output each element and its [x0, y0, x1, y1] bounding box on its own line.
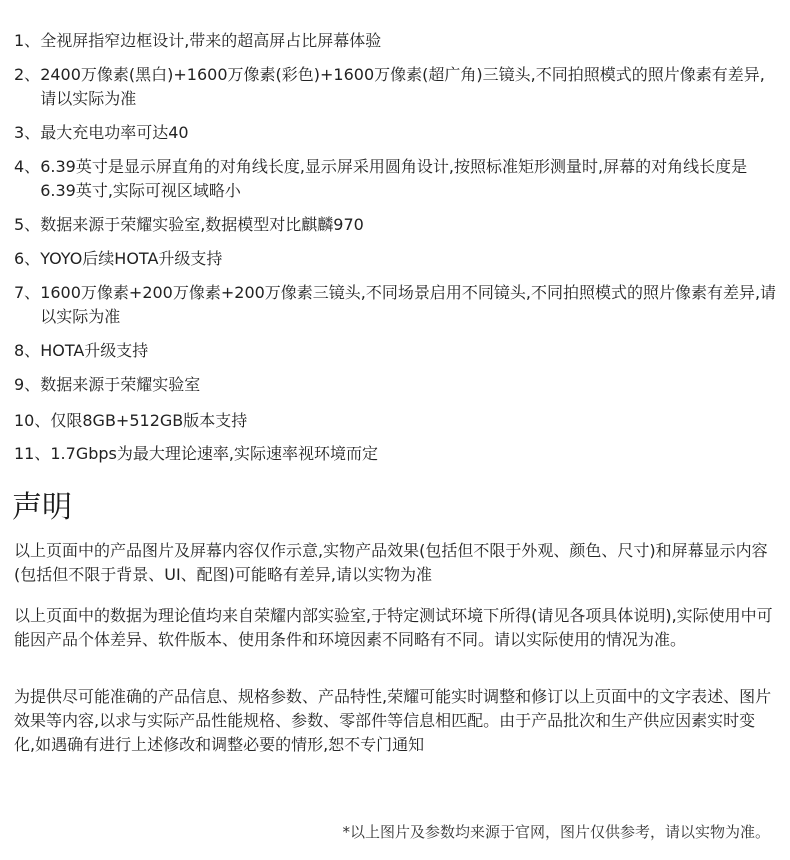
- note-item: [14, 29, 780, 53]
- note-number: 7、: [14, 283, 41, 302]
- declaration-paragraph: 以上页面中的数据为理论值均来自荣耀内部实验室,于特定测试环境下所得(请见各项具体说明),实际使用中可能因产品个体差异、软件版本、使用条件和环境因素不同略有不同。请以实际使用的情况为准。: [14, 606, 773, 649]
- declaration-paragraph: 为提供尽可能准确的产品信息、规格参数、产品特性,荣耀可能实时调整和修订以上页面中的文字表述、图片效果等内容,以求与实际产品性能规格、参数、零部件等信息相匹配。由于产品批次和生产供应因素实时变化,如遇确有进行上述修改和调整必要的情形,恕不专门通知: [14, 687, 772, 754]
- note-item: [14, 373, 780, 397]
- note-text: 数据来源于荣耀实验室,数据模型对比麒麟970: [40, 215, 364, 234]
- note-number: 4、: [14, 157, 41, 176]
- footnote-list: [14, 29, 780, 466]
- note-item: [14, 281, 780, 329]
- note-item: [14, 155, 780, 203]
- note-text: 仅限8GB+512GB版本支持: [50, 411, 248, 430]
- declaration-paragraph: 以上页面中的产品图片及屏幕内容仅作示意,实物产品效果(包括但不限于外观、颜色、尺寸)和屏幕显示内容(包括但不限于背景、UI、配图)可能略有差异,请以实物为准: [14, 541, 768, 584]
- note-number: 11、: [14, 444, 51, 463]
- note-text: YOYO后续HOTA升级支持: [40, 249, 223, 268]
- note-text: HOTA升级支持: [40, 341, 149, 360]
- note-number: 8、: [14, 341, 41, 360]
- note-number: 6、: [14, 249, 41, 268]
- note-text: 6.39英寸是显示屏直角的对角线长度,显示屏采用圆角设计,按照标准矩形测量时,屏幕的对角线长度是6.39英寸,实际可视区域略小: [40, 157, 748, 200]
- note-number: 3、: [14, 123, 41, 142]
- note-item: [14, 121, 780, 145]
- note-item: [14, 409, 780, 433]
- note-number: 2、: [14, 65, 41, 84]
- note-number: 10、: [14, 411, 51, 430]
- note-text: 2400万像素(黑白)+1600万像素(彩色)+1600万像素(超广角)三镜头,不同拍照模式的照片像素有差异,请以实际为准: [40, 65, 765, 108]
- note-item: [14, 247, 780, 271]
- note-text: 1.7Gbps为最大理论速率,实际速率视环境而定: [50, 444, 378, 463]
- note-text: 数据来源于荣耀实验室: [40, 375, 201, 394]
- image-disclaimer: *以上图片及参数均来源于官网，图片仅供参考，请以实物为准。: [342, 823, 770, 841]
- note-number: 9、: [14, 375, 41, 394]
- declaration-title: 声明: [12, 490, 72, 525]
- note-number: 1、: [14, 31, 41, 50]
- note-text: 1600万像素+200万像素+200万像素三镜头,不同场景启用不同镜头,不同拍照模式的照片像素有差异,请以实际为准: [40, 283, 777, 326]
- note-number: 5、: [14, 215, 41, 234]
- note-item: [14, 442, 780, 466]
- note-item: [14, 213, 780, 237]
- note-item: [14, 63, 780, 111]
- note-text: 最大充电功率可达40: [40, 123, 189, 142]
- note-text: 全视屏指窄边框设计,带来的超高屏占比屏幕体验: [40, 31, 382, 50]
- note-item: [14, 339, 780, 363]
